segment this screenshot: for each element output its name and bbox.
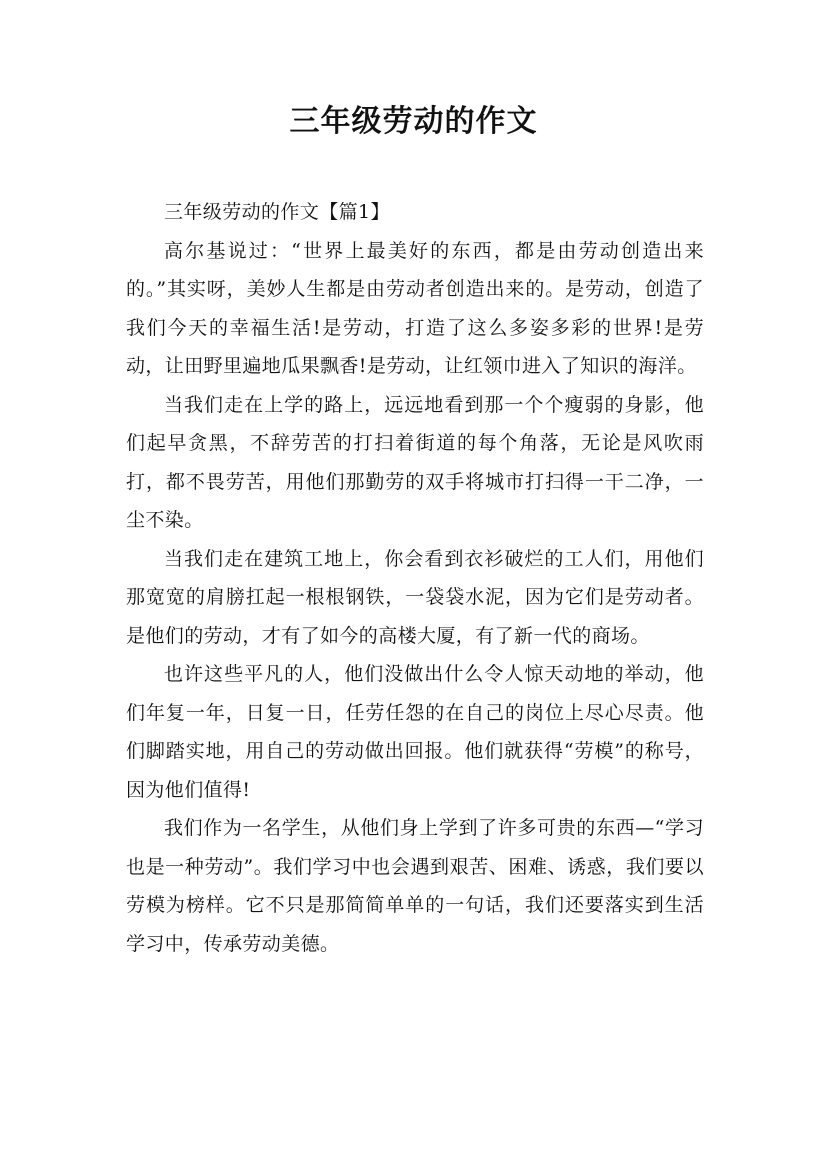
paragraph-3: 当我们走在建筑工地上，你会看到衣衫破烂的工人们，用他们那宽宽的肩膀扛起一根根钢铁，一袋袋水泥，因为它们是劳动者。是他们的劳动，才有了如今的高楼大厦，有了新一代的商场。 — [126, 547, 704, 647]
paragraph-4: 也许这些平凡的人，他们没做出什么令人惊天动地的举动，他们年复一年，日复一日，任劳任怨的在自己的岗位上尽心尽责。他们脚踏实地，用自己的劳动做出回报。他们就获得“劳模”的称号，因为他们值得! — [126, 663, 704, 801]
document-body — [126, 193, 704, 963]
paragraph-5: 我们作为一名学生，从他们身上学到了许多可贵的东西—“学习也是一种劳动”。我们学习中也会遇到艰苦、困难、诱惑，我们要以劳模为榜样。它不只是那简简单单的一句话，我们还要落实到生活学习中，传承劳动美德。 — [126, 817, 704, 955]
paragraph-2: 当我们走在上学的路上，远远地看到那一个个瘦弱的身影，他们起早贪黑，不辞劳苦的打扫着街道的每个角落，无论是风吹雨打，都不畏劳苦，用他们那勤劳的双手将城市打扫得一干二净，一尘不染。 — [126, 393, 704, 531]
paragraph-1: 高尔基说过：“世界上最美好的东西，都是由劳动创造出来的。”其实呀，美妙人生都是由劳动者创造出来的。是劳动，创造了我们今天的幸福生活!是劳动，打造了这么多姿多彩的世界!是劳动，让田野里遍地瓜果飘香!是劳动，让红领巾进入了知识的海洋。 — [126, 239, 704, 377]
section-heading: 三年级劳动的作文【篇1】 — [164, 201, 390, 223]
document-title: 三年级劳动的作文 — [289, 104, 538, 139]
